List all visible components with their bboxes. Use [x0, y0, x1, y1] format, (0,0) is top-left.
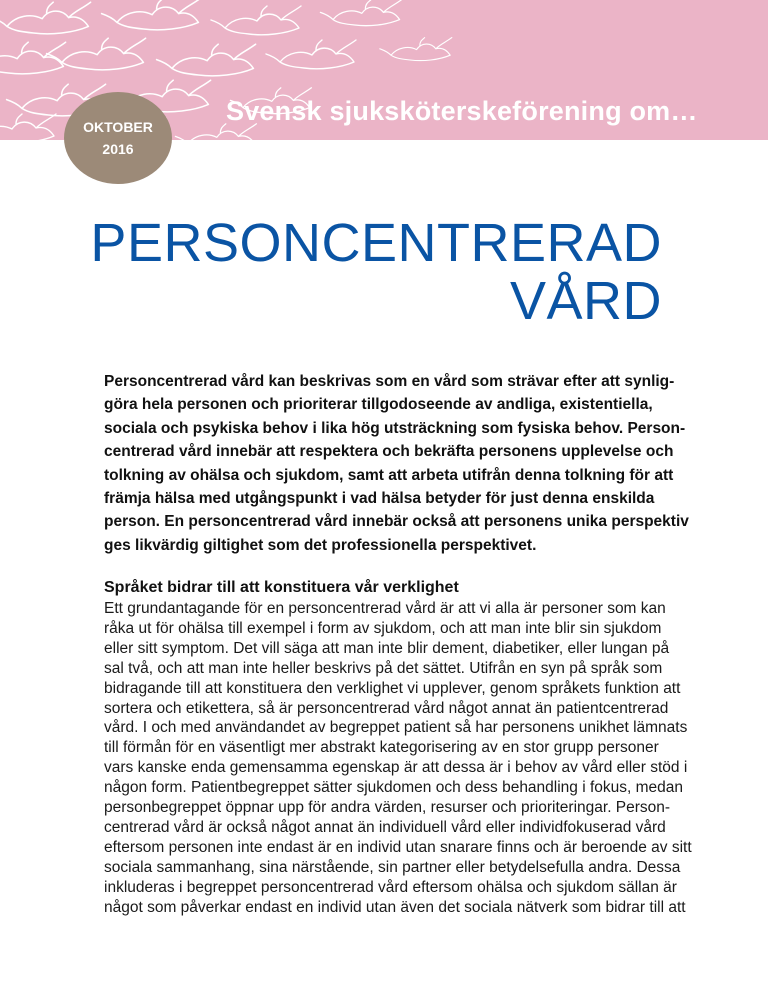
intro-line: främja hälsa med utgångspunkt i vad hälsa betyder för just denna enskilda	[104, 490, 655, 508]
body-line: inkluderas i begreppet personcentrerad vård eftersom ohälsa och sjukdom sällan är	[104, 878, 677, 896]
oil-lamp-icon	[320, 0, 401, 26]
body-line: någon form. Patientbegreppet sätter sjukdomen och dess behandling i fokus, medan	[104, 779, 684, 797]
body-line: vars kanske enda gemensamma egenskap är att dessa är i behov av vård eller stöd i	[104, 759, 688, 777]
body-paragraph	[104, 599, 692, 918]
document-title	[90, 214, 662, 330]
intro-line: tolkning av ohälsa och sjukdom, samt att arbeta utifrån denna tolkning för att	[104, 466, 674, 484]
badge-month: OKTOBER	[83, 119, 153, 135]
oil-lamp-icon	[157, 44, 256, 76]
body-line: Ett grundantagande för en personcentrerad vård är att vi alla är personer som kan	[104, 600, 666, 617]
intro-line: sociala och psykiska behov i lika hög utsträckning som fysiska behov. Person-	[104, 419, 686, 437]
body-line: sal två, och att man inte heller beskrivs på det sättet. Utifrån en syn på språk som	[104, 659, 663, 677]
body-line: till förmån för en väsentligt mer abstrakt kategorisering av en stor grupp personer	[104, 739, 659, 757]
intro-line: göra hela personen och prioriterar tillgodoseende av andliga, existentiella,	[104, 396, 653, 414]
oil-lamp-icon	[102, 0, 201, 30]
title-line-1: PERSONCENTRERAD	[90, 213, 662, 273]
oil-lamp-icon	[0, 114, 56, 140]
oil-lamp-icon	[0, 2, 91, 34]
badge-year: 2016	[102, 141, 134, 157]
section-heading: Språket bidrar till att konstituera vår verklighet	[104, 579, 459, 596]
series-title: Svensk sjuksköterskeförening om…	[226, 96, 698, 126]
body-line: vård. I och med användandet av begreppet patient så har personens unikhet lämnats	[104, 719, 688, 737]
body-line: råka ut för ohälsa till exempel i form av sjukdom, och att man inte blir sin sjukdom	[104, 619, 662, 637]
date-badge	[64, 92, 172, 184]
title-line-2: VÅRD	[509, 271, 662, 331]
body-line: eller sitt symptom. Det vill säga att man inte blir dement, diabetiker, eller lungan på	[104, 639, 670, 657]
body-line: eftersom personen inte endast är en individ utan snarare finns och är beroende av sitt	[104, 838, 692, 856]
body-line: sortera och etikettera, så är personcentrerad vård något annat än patientcentrerad	[104, 699, 669, 717]
intro-paragraph	[104, 370, 689, 557]
intro-line: ges likvärdig giltighet som det professionella perspektivet.	[104, 536, 537, 554]
intro-line: centrerad vård innebär att respektera och bekräfta personens upplevelse och	[104, 443, 674, 461]
oil-lamp-icon	[47, 38, 146, 70]
intro-line: Personcentrerad vård kan beskrivas som en vård som strävar efter att synlig-	[104, 373, 675, 390]
body-line: något som påverkar endast en individ utan även det sociala nätverk som bidrar till att	[104, 898, 686, 916]
body-line: sociala sammanhang, sina närstående, sin partner eller betydelsefulla andra. Dessa	[104, 858, 681, 876]
intro-line: person. En personcentrerad vård innebär också att personens unika perspektiv	[104, 513, 689, 531]
body-line: personbegreppet öppnar upp för andra värden, resurser och prioriteringar. Person-	[104, 799, 671, 817]
body-line: bidragande till att konstituera den verklighet vi upplever, genom språkets funktion att	[104, 679, 681, 697]
oil-lamp-icon	[266, 40, 356, 69]
oil-lamp-icon	[380, 38, 452, 61]
oil-lamp-icon	[211, 6, 301, 35]
body-line: centrerad vård är också något annat än individuell vård eller individfokuserad vård	[104, 818, 666, 836]
